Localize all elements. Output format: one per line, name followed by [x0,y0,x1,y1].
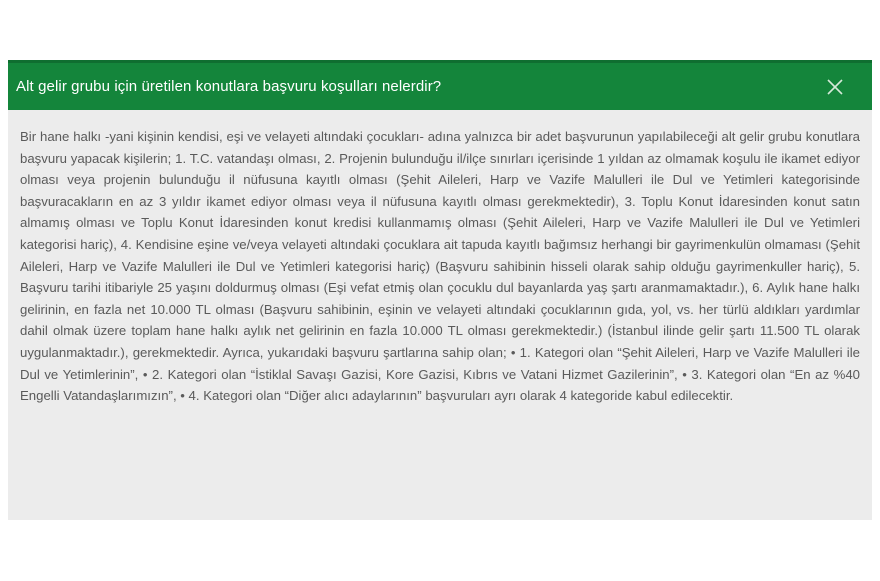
modal-body [8,110,872,407]
answer-text: Bir hane halkı -yani kişinin kendisi, eşi ve velayeti altındaki çocukları- adına yalnızca bir adet başvurunun yapılabileceği alt gelir grubu konutlara başvuru yapacak kişilerin; 1. T.C. vatandaşı olması, 2. Projenin bulunduğu il/ilçe sınırları içerisinde 1 yıldan az olmamak koşulu ile ikamet ediyor olması veya projenin bulunduğu il nüfusuna kayıtlı olması (Şehit Aileleri, Harp ve Vazife Malulleri ile Dul ve Yetimleri kategorisinde başvuracakların en az 3 yıldır ikamet ediyor olması veya il nüfusuna kayıtlı olması gerekmektedir), 3. Toplu Konut İdaresinden konut satın almamış olması ve Toplu Konut İdaresinden konut kredisi kullanmamış olması (Şehit Aileleri, Harp ve Vazife Malulleri ile Dul ve Yetimleri kategorisi hariç), 4. Kendisine eşine ve/veya velayeti altındaki çocuklara ait tapuda kayıtlı bağımsız herhangi bir gayrimenkulün olmaması (Şehit Aileleri, Harp ve Vazife Malulleri ile Dul ve Yetimleri kategorisi hariç) (Başvuru sahibinin hisseli olarak sahip olduğu gayrimenkuller hariç), 5. Başvuru tarihi itibariyle 25 yaşını doldurmuş olması (Eşi vefat etmiş olan çocuklu dul bayanlarda yaş şartı aranmamaktadır.), 6. Aylık hane halkı gelirinin, en fazla net 10.000 TL olması (Başvuru sahibinin, eşinin ve velayeti altındaki çocuklarının gıda, yol, vs. her türlü aldıkları yardımlar dahil olmak üzere toplam hane halkı aylık net gelirinin en fazla 10.000 TL olması gerekmektedir.) (İstanbul ilinde gelir şartı 11.500 TL olarak uygulanmaktadır.), gerekmektedir. Ayrıca, yukarıdaki başvuru şartlarına sahip olan; • 1. Kategori olan “Şehit Aileleri, Harp ve Vazife Malulleri ile Dul ve Yetimlerinin”, • 2. Kategori olan “İstiklal Savaşı Gazisi, Kore Gazisi, Kıbrıs ve Vatani Hizmet Gazilerinin”, • 3. Kategori olan “En az %40 Engelli Vatandaşlarımızın”, • 4. Kategori olan “Diğer alıcı adaylarının” başvuruları ayrı olarak 4 kategoride kabul edilecektir. [20,129,860,404]
modal-header [8,60,872,110]
modal-title: Alt gelir grubu için üretilen konutlara başvuru koşulları nelerdir? [16,78,442,95]
close-icon [826,78,844,96]
faq-modal [8,60,872,520]
close-button[interactable] [826,78,844,96]
